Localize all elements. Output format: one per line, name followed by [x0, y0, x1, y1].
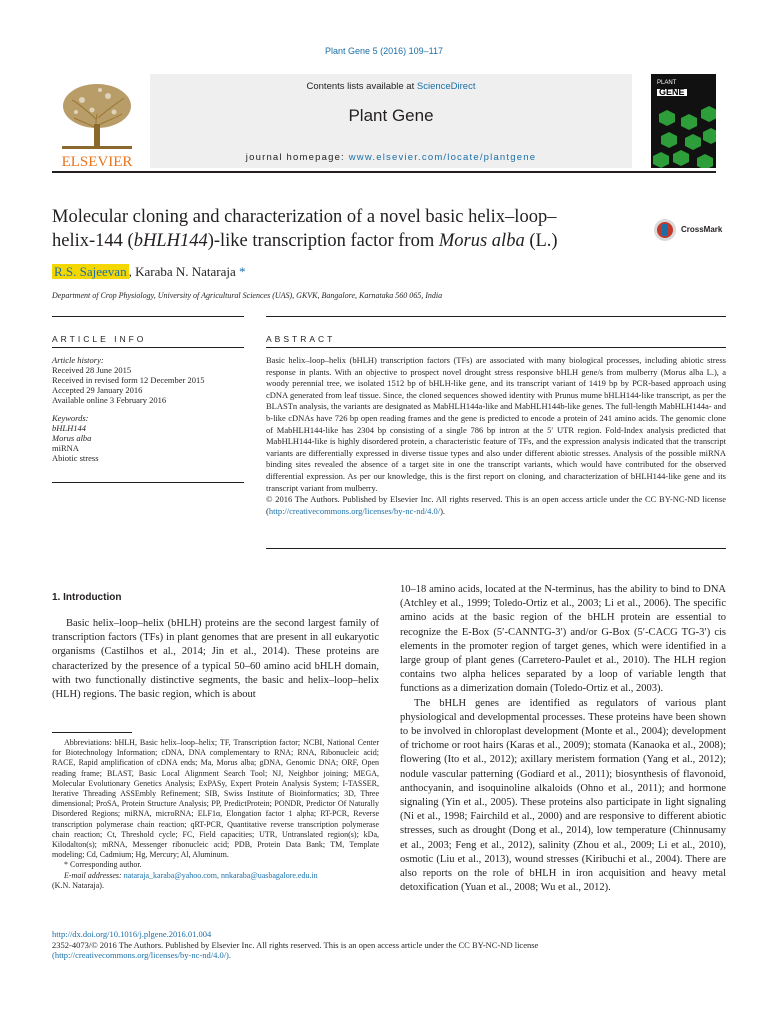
intro-left-column — [52, 617, 379, 702]
abbreviations: Abbreviations: bHLH, Basic helix–loop–helix; TF, Transcription factor; NCBI, National Center for Biotechnology Information; cDNA, DNA complementary to RNA; RNA, Ribonucleic acid; RACE, Rapid amplification of cDNA ends; Ma, Morus alba; gDNA, Genomic DNA; ORF, Open reading frame; BLAST, Basic Local Alignment Search Tool; NJ, Neighbor joining; MEGA, Molecular Evolutionary Genetics Analysis; ExPASy, Expert Protein Analysis System; I-TASSER, Iterative Threading ASSEmbly Refinement; SIB, Swiss Institute of Bioinformatics; 3D, Three dimensional; ProSA, Protein Structure Analysis; PP, PredictProtein; PONDR, Predictor Of Naturally Disordered Regions; miRNA, microRNA; ELF1α, Elongation factor 1 alpha; RT-PCR, Reverse transcription polymerase chain reaction; qRT-PCR, Quantitative reverse transcription polymerase chain reaction; Ct, Threshold cycle; FC, Field capacities; UTR, Untranslated region(s); kDa, Kilodalton(s); mRNA, Messenger ribonucleic acid; PDB, Protein Data Bank; TM, Template modeling; Cd, Cadmium; Hg, Mercury; Al, Aluminum. — [52, 738, 379, 860]
keyword-4: Abiotic stress — [52, 453, 99, 463]
title-line-1: Molecular cloning and characterization of a novel basic helix–loop– — [52, 207, 557, 227]
crossmark-button[interactable] — [653, 216, 723, 246]
corresponding-star[interactable]: * — [235, 264, 246, 279]
cover-title: GENE — [659, 87, 685, 97]
cover-hexagon-pattern — [651, 74, 716, 168]
issn-copyright: 2352-4073/© 2016 The Authors. Published by Elsevier Inc. All rights reserved. This is an open access article under the CC BY-NC-ND license — [52, 939, 539, 950]
intro-heading: 1. Introduction — [52, 592, 122, 603]
keyword-1: bHLH144 — [52, 423, 87, 433]
abstract-rule-bottom — [266, 548, 726, 549]
bottom-license-link[interactable]: (http://creativecommons.org/licenses/by-nc-nd/4.0/). — [52, 950, 232, 960]
sciencedirect-link[interactable]: ScienceDirect — [416, 81, 476, 92]
author-nataraja[interactable]: Karaba N. Nataraja — [135, 264, 236, 279]
keyword-2: Morus alba — [52, 433, 92, 443]
article-bottom-info — [52, 929, 726, 961]
footnote-rule — [52, 732, 132, 733]
history-revised: Received in revised form 12 December 2015 — [52, 375, 205, 385]
intro-right-column — [400, 583, 726, 895]
history-received: Received 28 June 2015 — [52, 365, 132, 375]
email-links[interactable]: nataraja_karaba@yahoo.com, nnkaraba@uasbagalore.edu.in — [123, 870, 318, 880]
history-online: Available online 3 February 2016 — [52, 395, 167, 405]
abstract-copyright: © 2016 The Authors. Published by Elsevier Inc. All rights reserved. This is an open access article under the CC BY-NC-ND license (http://creativecommons.org/licenses/by-nc-nd/4.0/). — [266, 494, 726, 516]
elsevier-tree-logo — [52, 74, 142, 170]
author-sajeevan[interactable]: R.S. Sajeevan — [54, 264, 127, 279]
homepage-prefix: journal homepage: — [245, 152, 349, 163]
article-info-heading: ARTICLE INFO — [52, 334, 147, 344]
author-list: R.S. Sajeevan , Karaba N. Nataraja * — [54, 264, 246, 279]
info-rule-bottom — [52, 482, 244, 483]
article-info — [52, 355, 244, 463]
crossmark-icon — [653, 216, 677, 244]
intro-paragraph-1: Basic helix–loop–helix (bHLH) proteins are the second largest family of transcription factors (TFs) in plant genomes that are present in all eukaryotic organisms (Castilhos et al., 2014; Jin et al., 2014). These proteins are characterized by the presence of a typical 50–60 amino acid bHLH domain, with two functionally distinctive segments, the basic and helix–loop–helix (HLH) regions. The basic region, which is about — [52, 618, 379, 701]
info-rule — [52, 347, 244, 348]
email-owner: (K.N. Nataraja). — [52, 880, 104, 890]
abstract-body — [266, 355, 726, 517]
title-line-2: helix-144 (bHLH144)-like transcription factor from Morus alba (L.) — [52, 231, 558, 251]
abstract-rule — [266, 347, 726, 348]
homepage-link[interactable]: www.elsevier.com/locate/plantgene — [348, 152, 537, 163]
affiliation: Department of Crop Physiology, University of Agricultural Sciences (UAS), GKVK, Bangalore, Karnataka 560 065, India — [52, 291, 443, 300]
abstract-heading: ABSTRACT — [266, 334, 336, 344]
history-accepted: Accepted 29 January 2016 — [52, 385, 143, 395]
journal-name: Plant Gene — [348, 106, 434, 125]
abstract-license-link[interactable]: http://creativecommons.org/licenses/by-nc-nd/4.0/ — [268, 505, 441, 516]
cover-plant-label: PLANT — [657, 80, 677, 86]
contents-available — [150, 81, 632, 92]
header-divider — [52, 171, 716, 173]
abstract-rule-top — [266, 316, 726, 317]
journal-cover[interactable] — [651, 74, 716, 168]
crossmark-label: CrossMark — [681, 225, 723, 234]
keyword-3: miRNA — [52, 443, 79, 453]
article-title — [52, 205, 612, 253]
corresponding-author: * Corresponding author. — [64, 860, 142, 870]
footnotes — [52, 738, 379, 891]
abstract-text: Basic helix–loop–helix (bHLH) transcription factors (TFs) are associated with many biological processes, including abiotic stress response in plants. With an objective to prospect novel drought stress responsive bHLH gene/s from mulberry (Morus alba L.), a woody perennial tree, we isolated 1512 bp of bHLH-like gene, and its transcript variant of 1419 bp by PCR-based approach using cDNA generated from leaf tissue. Since, the cloned sequences showed identity with Prunus mume bHLH144-like transcript, as per the BLASTn analysis, the variants are designated as MabHLH144a-like and MabHLH144b-like genes. The full-length MabHLH144a- and b-like cDNAs have 726 bp open reading frames and the gene is predicted to encode a protein of 241 amino acids. The genomic clone of MabHLH144-like has 2304 bp consisting of a single 786 bp intron at the 5′ UTR region. Fold-Index analysis predicted that MabHLH144-like is highly disordered protein, a characteristic feature of TFs, and the expression analysis indicated that the transcript variants are differentially expressed in diverse tissue types and also under different abiotic stresses. Analysis of the possible miRNA binding sites revealed the absence of a target site in one the transcript variants, which would have contributed for the observed differential expression. As per our knowledge, this is the first report on cloning, and characterization of bHLH144-like gene and its transcript variant from mulberry. — [266, 355, 726, 493]
doi-link[interactable]: http://dx.doi.org/10.1016/j.plgene.2016.01.004 — [52, 929, 212, 939]
intro-paragraph-2: 10–18 amino acids, located at the N-terminus, has the ability to bind to DNA (Atchley et al., 1999; Toledo-Ortiz et al., 2003; Li et al., 2006). The specific amino acids at the basic region of the bHLH protein are essential to recognize the E-Box (5′-CANNTG-3′) and/or G-Box (5′-CACG TG-3′) cis elements in the promoter region of target genes, which were identified in a large group of plant genes (Carretero-Paulet et al., 2010). The HLH region contains two alpha helices separated by a loop of variable length that functions as a dimerization domain (Toledo-Ortiz et al., 2003). — [400, 584, 726, 695]
intro-paragraph-3: The bHLH genes are identified as regulators of various plant physiological and developmental processes. These proteins have been shown to be involved in chloroplast development (Monte et al., 2004); development of trichome or root hairs (Karas et al., 2009); stomata (Kanaoka et al., 2008); flowering (Ito et al., 2012); axillary meristem formation (Yang et al., 2012); nodule vascular patterning (Godiard et al., 2011); biosynthesis of flavonoid, anthocyanin, and isoquinoline alkaloids (Ohno et al., 2011); and hormone signaling (Yin et al., 2005). These proteins also participate in light signaling (Ni et al., 1998; Fairchild et al., 2000) and are responsive to different abiotic stresses, such as drought (Dong et al., 2014), low temperature (Chinnusamy et al., 2003; Feng et al., 2012), salinity (Zhou et al., 2009; Li et al., 2010), osmotic (Liu et al., 2013), wound stresses (Kiribuchi et al., 2004). There are also reports on the role of bHLH in iron acquisition and heavy metal detoxification (Yuan et al., 2008; Wu et al., 2012). — [400, 697, 726, 894]
elsevier-wordmark: ELSEVIER — [61, 154, 133, 170]
history-label: Article history: — [52, 355, 104, 365]
contents-prefix: Contents lists available at — [306, 81, 417, 92]
journal-citation[interactable]: Plant Gene 5 (2016) 109–117 — [325, 46, 443, 56]
journal-homepage — [150, 152, 632, 163]
keywords-label: Keywords: — [52, 413, 89, 423]
info-rule-top — [52, 316, 244, 317]
email-label: E-mail addresses: — [64, 870, 124, 880]
